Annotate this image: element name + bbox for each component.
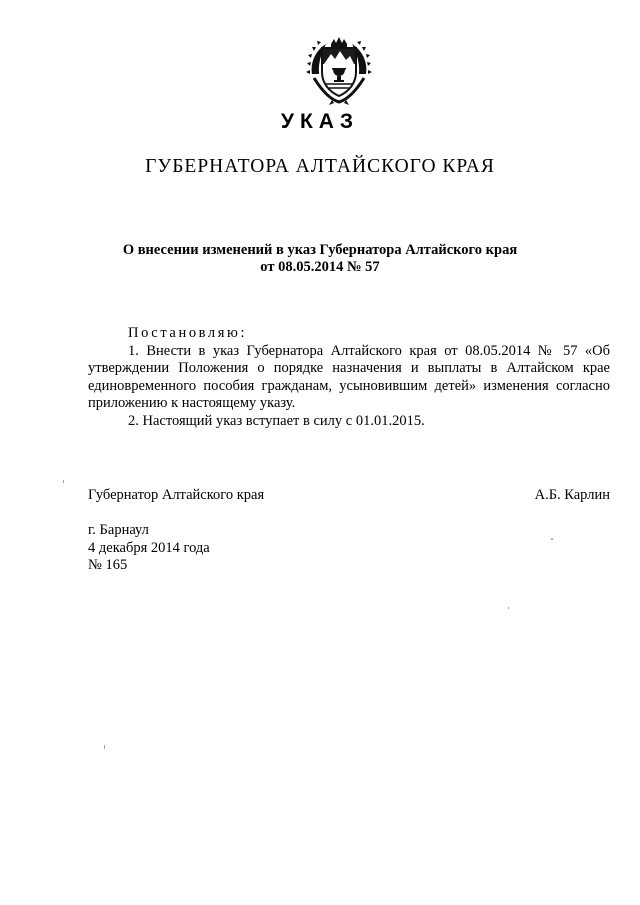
decree-title: УКАЗ xyxy=(280,110,360,133)
coat-of-arms-icon xyxy=(302,34,376,108)
scan-speck xyxy=(104,745,105,749)
decree-subject xyxy=(0,242,640,276)
issuer-title: ГУБЕРНАТОРА АЛТАЙСКОГО КРАЯ xyxy=(145,156,495,177)
paragraph-2: 2. Настоящий указ вступает в силу с 01.01.2015. xyxy=(128,412,425,429)
subject-line: О внесении изменений в указ Губернатора Алтайского края xyxy=(122,242,518,258)
scan-speck xyxy=(508,607,509,609)
decree-number: № 165 xyxy=(88,557,128,573)
issue-date: 4 декабря 2014 года xyxy=(88,539,210,556)
subject-line: от 08.05.2014 № 57 xyxy=(260,259,380,275)
signatory-role: Губернатор Алтайского края xyxy=(88,487,265,503)
paragraph-1: 1. Внести в указ Губернатора Алтайского края от 08.05.2014 № 57 «Об утверждении Положения о порядке назначения и выплаты в Алтайском крае единовременного пособия гражданам, усыновившим детей» изменения согласно приложению к настоящему указу. xyxy=(88,342,610,411)
decree-body xyxy=(88,325,610,430)
signatory-name: А.Б. Карлин xyxy=(534,487,610,503)
scan-speck xyxy=(551,538,553,540)
place-of-issue: г. Барнаул xyxy=(88,522,149,538)
scan-speck xyxy=(63,480,64,483)
resolve-label: Постановляю: xyxy=(128,325,248,341)
decree-footer xyxy=(88,522,210,575)
